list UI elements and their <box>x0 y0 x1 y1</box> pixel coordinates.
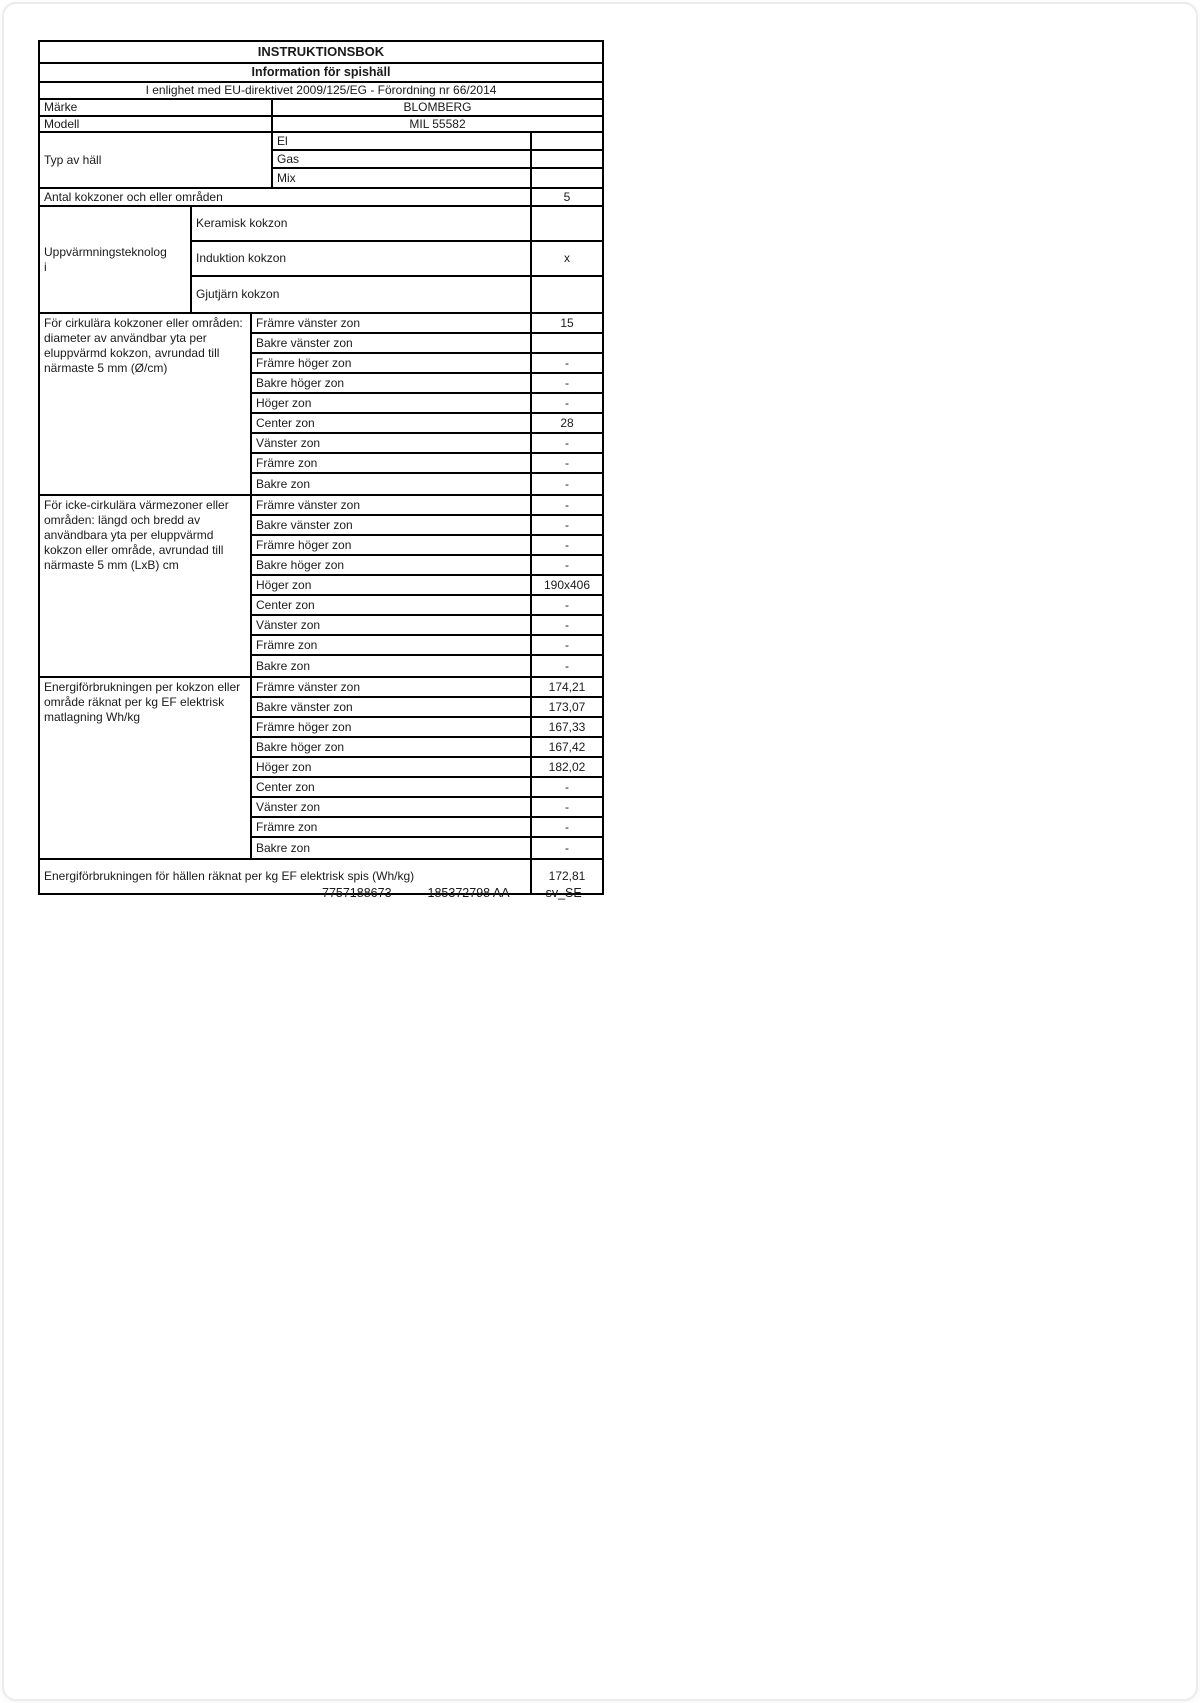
zone-label: Center zon <box>252 778 532 796</box>
title-row <box>40 42 602 64</box>
zone-value: 167,42 <box>548 739 586 754</box>
heating-tech-label: Uppvärmningsteknologi <box>40 207 192 312</box>
zone-row <box>252 314 602 334</box>
model-value: MIL 55582 <box>409 117 466 131</box>
hob-type-value <box>532 151 602 167</box>
zone-label: Center zon <box>252 414 532 432</box>
zone-row <box>252 616 602 636</box>
brand-value: BLOMBERG <box>403 100 472 115</box>
zone-label: Vänster zon <box>252 434 532 452</box>
zone-row <box>252 818 602 838</box>
zone-row <box>252 636 602 656</box>
section-label: För icke-cirkulära värmezoner eller områden: längd och bredd av användbara yta per eluppvärmd kokzon eller område, avrundad till närmaste 5 mm (LxB) cm <box>40 496 252 676</box>
model-label: Modell <box>40 117 273 131</box>
zone-row <box>252 474 602 494</box>
zone-label: Höger zon <box>252 758 532 776</box>
zone-row <box>252 454 602 474</box>
zone-label: Höger zon <box>252 576 532 594</box>
noncircular-zones-section <box>40 496 602 678</box>
zones-count-label: Antal kokzoner och eller områden <box>40 189 532 205</box>
model-row <box>40 117 602 133</box>
heating-tech-row <box>192 242 602 277</box>
zone-label: Bakre höger zon <box>252 374 532 392</box>
zone-label: Främre zon <box>252 454 532 472</box>
zone-label: Främre höger zon <box>252 354 532 372</box>
energy-per-zone-section <box>40 678 602 860</box>
directive-text: I enlighet med EU-direktivet 2009/125/EG - Förordning nr 66/2014 <box>145 83 497 98</box>
section-label: Energiförbrukningen per kokzon eller område räknat per kg EF elektrisk matlagning Wh/kg <box>40 678 252 858</box>
total-energy-value: 172,81 <box>548 869 586 884</box>
zone-value: - <box>565 355 569 370</box>
zone-value: - <box>565 597 569 612</box>
zone-value: - <box>565 435 569 450</box>
section-rows <box>252 678 602 858</box>
zone-value: - <box>565 799 569 814</box>
footer-language-code: sv_SE <box>545 886 582 900</box>
zone-value: - <box>565 537 569 552</box>
total-energy-label: Energiförbrukningen för hällen räknat per kg EF elektrisk spis (Wh/kg) <box>40 860 532 893</box>
heating-tech-value <box>532 207 602 240</box>
zone-row <box>252 374 602 394</box>
zone-label: Främre vänster zon <box>252 314 532 332</box>
zone-row <box>252 414 602 434</box>
zone-label: Bakre zon <box>252 474 532 494</box>
zone-value: 182,02 <box>548 759 586 774</box>
heating-tech-option: Induktion kokzon <box>192 242 532 275</box>
zone-label: Främre zon <box>252 636 532 654</box>
zone-label: Främre höger zon <box>252 536 532 554</box>
heating-tech-row <box>192 207 602 242</box>
zone-row <box>252 778 602 798</box>
zone-row <box>252 596 602 616</box>
zone-value: - <box>565 840 569 855</box>
subtitle-row <box>40 64 602 83</box>
zone-label: Bakre zon <box>252 838 532 858</box>
zone-label: Bakre höger zon <box>252 556 532 574</box>
zone-label: Vänster zon <box>252 616 532 634</box>
zone-row <box>252 576 602 596</box>
section-label: För cirkulära kokzoner eller områden: diameter av användbar yta per eluppvärmd kokzon, avrundad till närmaste 5 mm (Ø/cm) <box>40 314 252 494</box>
zone-row <box>252 698 602 718</box>
zone-value: 174,21 <box>548 679 586 694</box>
zone-row <box>252 496 602 516</box>
zone-row <box>252 334 602 354</box>
zone-label: Främre vänster zon <box>252 496 532 514</box>
zone-value: - <box>565 497 569 512</box>
zone-value: 15 <box>560 315 574 330</box>
directive-row <box>40 83 602 100</box>
zone-value: 173,07 <box>548 699 586 714</box>
zone-value <box>532 334 602 352</box>
hob-type-row <box>273 151 602 169</box>
heating-tech-rows <box>192 207 602 312</box>
zone-row <box>252 656 602 676</box>
brand-label: Märke <box>40 100 273 115</box>
zone-row <box>252 394 602 414</box>
hob-type-rows <box>273 133 602 187</box>
zone-value: - <box>565 779 569 794</box>
zone-value: - <box>565 819 569 834</box>
zones-count-value: 5 <box>563 189 571 204</box>
zone-value: - <box>565 617 569 632</box>
zone-row <box>252 798 602 818</box>
zone-row <box>252 738 602 758</box>
zone-row <box>252 354 602 374</box>
zone-value: - <box>565 557 569 572</box>
heating-tech-row <box>192 277 602 312</box>
zone-label: Bakre vänster zon <box>252 516 532 534</box>
section-rows <box>252 496 602 676</box>
hob-type-block <box>40 133 602 189</box>
circular-zones-section <box>40 314 602 496</box>
zone-value: - <box>565 375 569 390</box>
zone-row <box>252 758 602 778</box>
zone-value: - <box>565 395 569 410</box>
zone-value: 28 <box>560 415 574 430</box>
doc-title: INSTRUKTIONSBOK <box>257 44 385 60</box>
hob-type-option: Mix <box>273 169 532 187</box>
zone-value: 167,33 <box>548 719 586 734</box>
doc-subtitle: Information för spishäll <box>251 65 391 79</box>
zone-value: - <box>565 455 569 470</box>
document-footer <box>322 886 582 900</box>
hob-type-option: Gas <box>273 151 532 167</box>
zone-value: - <box>565 517 569 532</box>
hob-type-value <box>532 169 602 187</box>
heating-tech-block <box>40 207 602 314</box>
zone-label: Bakre vänster zon <box>252 698 532 716</box>
brand-row <box>40 100 602 117</box>
zone-label: Främre vänster zon <box>252 678 532 696</box>
footer-revision-code: 185372798 AA <box>427 886 510 900</box>
heating-tech-option: Gjutjärn kokzon <box>192 277 532 312</box>
zone-label: Bakre vänster zon <box>252 334 532 352</box>
zone-value: - <box>565 637 569 652</box>
zone-row <box>252 516 602 536</box>
zone-row <box>252 718 602 738</box>
zone-row <box>252 536 602 556</box>
zone-row <box>252 838 602 858</box>
zone-row <box>252 556 602 576</box>
zone-value: 190x406 <box>543 577 591 592</box>
hob-type-value <box>532 133 602 149</box>
zone-row <box>252 678 602 698</box>
product-fiche-table <box>38 40 604 895</box>
hob-type-option: El <box>273 133 532 149</box>
zone-label: Center zon <box>252 596 532 614</box>
heating-tech-value: x <box>564 251 570 266</box>
heating-tech-value <box>532 277 602 312</box>
zone-label: Vänster zon <box>252 798 532 816</box>
section-rows <box>252 314 602 494</box>
hob-type-row <box>273 169 602 187</box>
zone-label: Höger zon <box>252 394 532 412</box>
heating-tech-option: Keramisk kokzon <box>192 207 532 240</box>
hob-type-row <box>273 133 602 151</box>
zone-label: Bakre zon <box>252 656 532 676</box>
zone-row <box>252 434 602 454</box>
zone-value: - <box>565 658 569 673</box>
footer-document-number: 7757188673 <box>322 886 392 900</box>
zones-count-row <box>40 189 602 207</box>
zone-value: - <box>565 476 569 491</box>
zone-label: Främre höger zon <box>252 718 532 736</box>
zone-label: Främre zon <box>252 818 532 836</box>
zone-label: Bakre höger zon <box>252 738 532 756</box>
hob-type-label: Typ av häll <box>40 133 273 187</box>
